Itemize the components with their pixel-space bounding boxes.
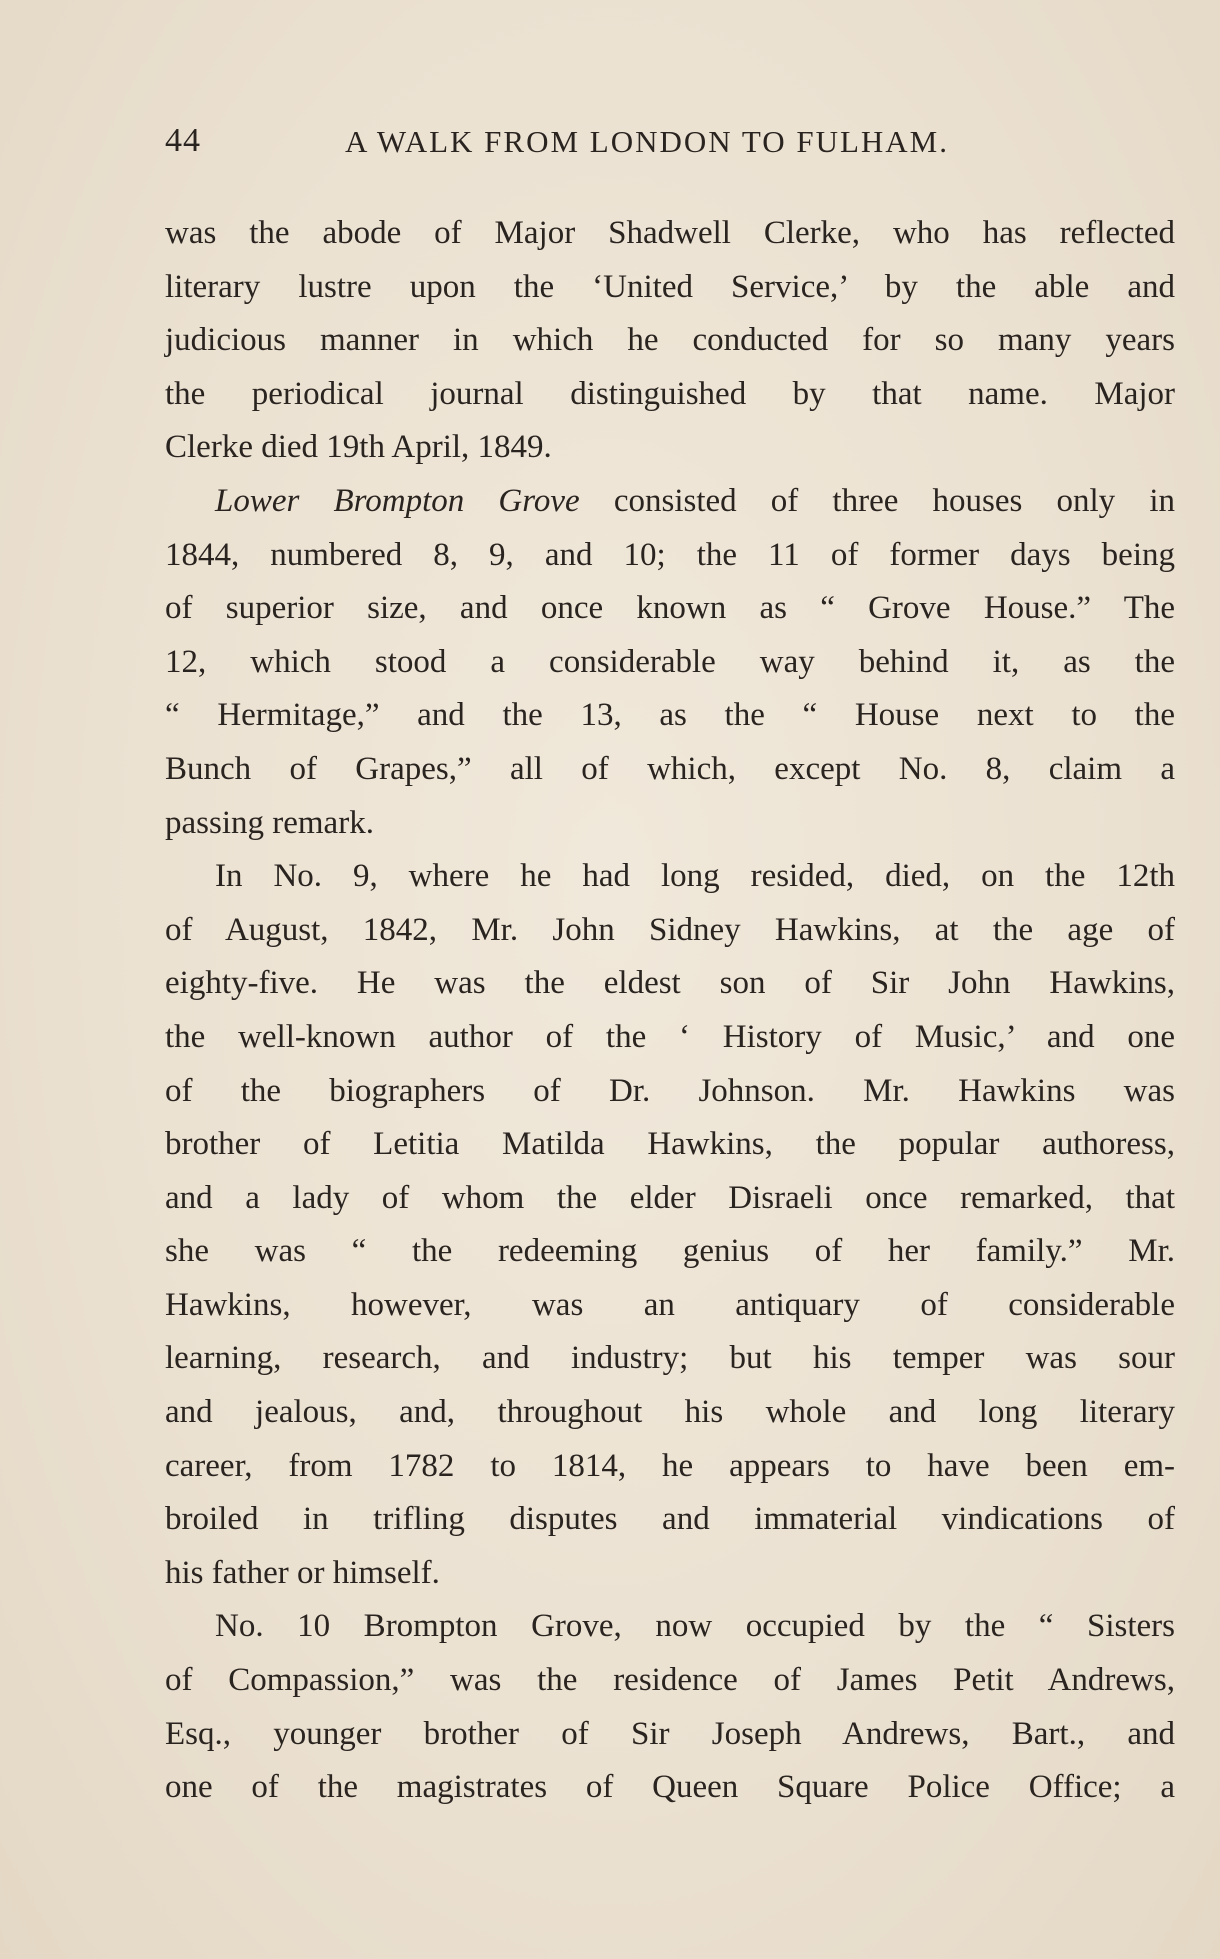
text-line: and jealous, and, throughout his whole and long literary [165, 1394, 1175, 1431]
page-number: 44 [165, 122, 201, 159]
running-head [165, 122, 1175, 168]
text-line: of the biographers of Dr. Johnson. Mr. Hawkins was [165, 1072, 1175, 1109]
text-line: 1844, numbered 8, 9, and 10; the 11 of former days being [165, 536, 1175, 573]
text-line: judicious manner in which he conducted for so many years [165, 322, 1175, 359]
text-line: passing remark. [165, 804, 374, 841]
text-line: of Compassion,” was the residence of James Petit Andrews, [165, 1662, 1175, 1699]
text-line: his father or himself. [165, 1554, 440, 1591]
italic-street-name: Lower Brompton Grove [215, 482, 580, 519]
text-line: was the abode of Major Shadwell Clerke, who has reflected [165, 215, 1175, 251]
text-line-with-italic [165, 475, 1175, 529]
text-line: the well-known author of the ‘ History of Music,’ and one [165, 1018, 1175, 1055]
text-line: Clerke died 19th April, 1849. [165, 429, 552, 466]
text-line-rest: consisted of three houses only in [613, 482, 1175, 519]
text-line: career, from 1782 to 1814, he appears to have been em- [165, 1447, 1175, 1484]
text-line: Hawkins, however, was an antiquary of considerable [165, 1286, 1175, 1323]
text-line: “ Hermitage,” and the 13, as the “ House next to the [165, 697, 1175, 734]
text-line: of superior size, and once known as “ Grove House.” The [165, 590, 1175, 627]
text-line: the periodical journal distinguished by that name. Major [165, 375, 1175, 412]
body-text [165, 207, 1175, 1815]
text-line: Esq., younger brother of Sir Joseph Andrews, Bart., and [165, 1715, 1175, 1752]
running-title: A WALK FROM LONDON TO FULHAM. [345, 124, 949, 159]
text-line: and a lady of whom the elder Disraeli once remarked, that [165, 1179, 1175, 1216]
text-line: learning, research, and industry; but his temper was sour [165, 1340, 1175, 1377]
text-line: of August, 1842, Mr. John Sidney Hawkins, at the age of [165, 911, 1175, 948]
text-line: In No. 9, where he had long resided, died, on the 12th [215, 858, 1175, 895]
text-line: 12, which stood a considerable way behind it, as the [165, 643, 1175, 680]
text-line: No. 10 Brompton Grove, now occupied by the “ Sisters [215, 1608, 1175, 1645]
text-line: literary lustre upon the ‘United Service,’ by the able and [165, 268, 1175, 305]
text-line: eighty-five. He was the eldest son of Sir John Hawkins, [165, 965, 1175, 1002]
text-line: one of the magistrates of Queen Square Police Office; a [165, 1769, 1175, 1806]
text-line: she was “ the redeeming genius of her family.” Mr. [165, 1233, 1175, 1270]
text-line: Bunch of Grapes,” all of which, except No. 8, claim a [165, 750, 1175, 787]
text-line: brother of Letitia Matilda Hawkins, the popular authoress, [165, 1126, 1175, 1163]
text-line: broiled in trifling disputes and immaterial vindications of [165, 1501, 1175, 1538]
